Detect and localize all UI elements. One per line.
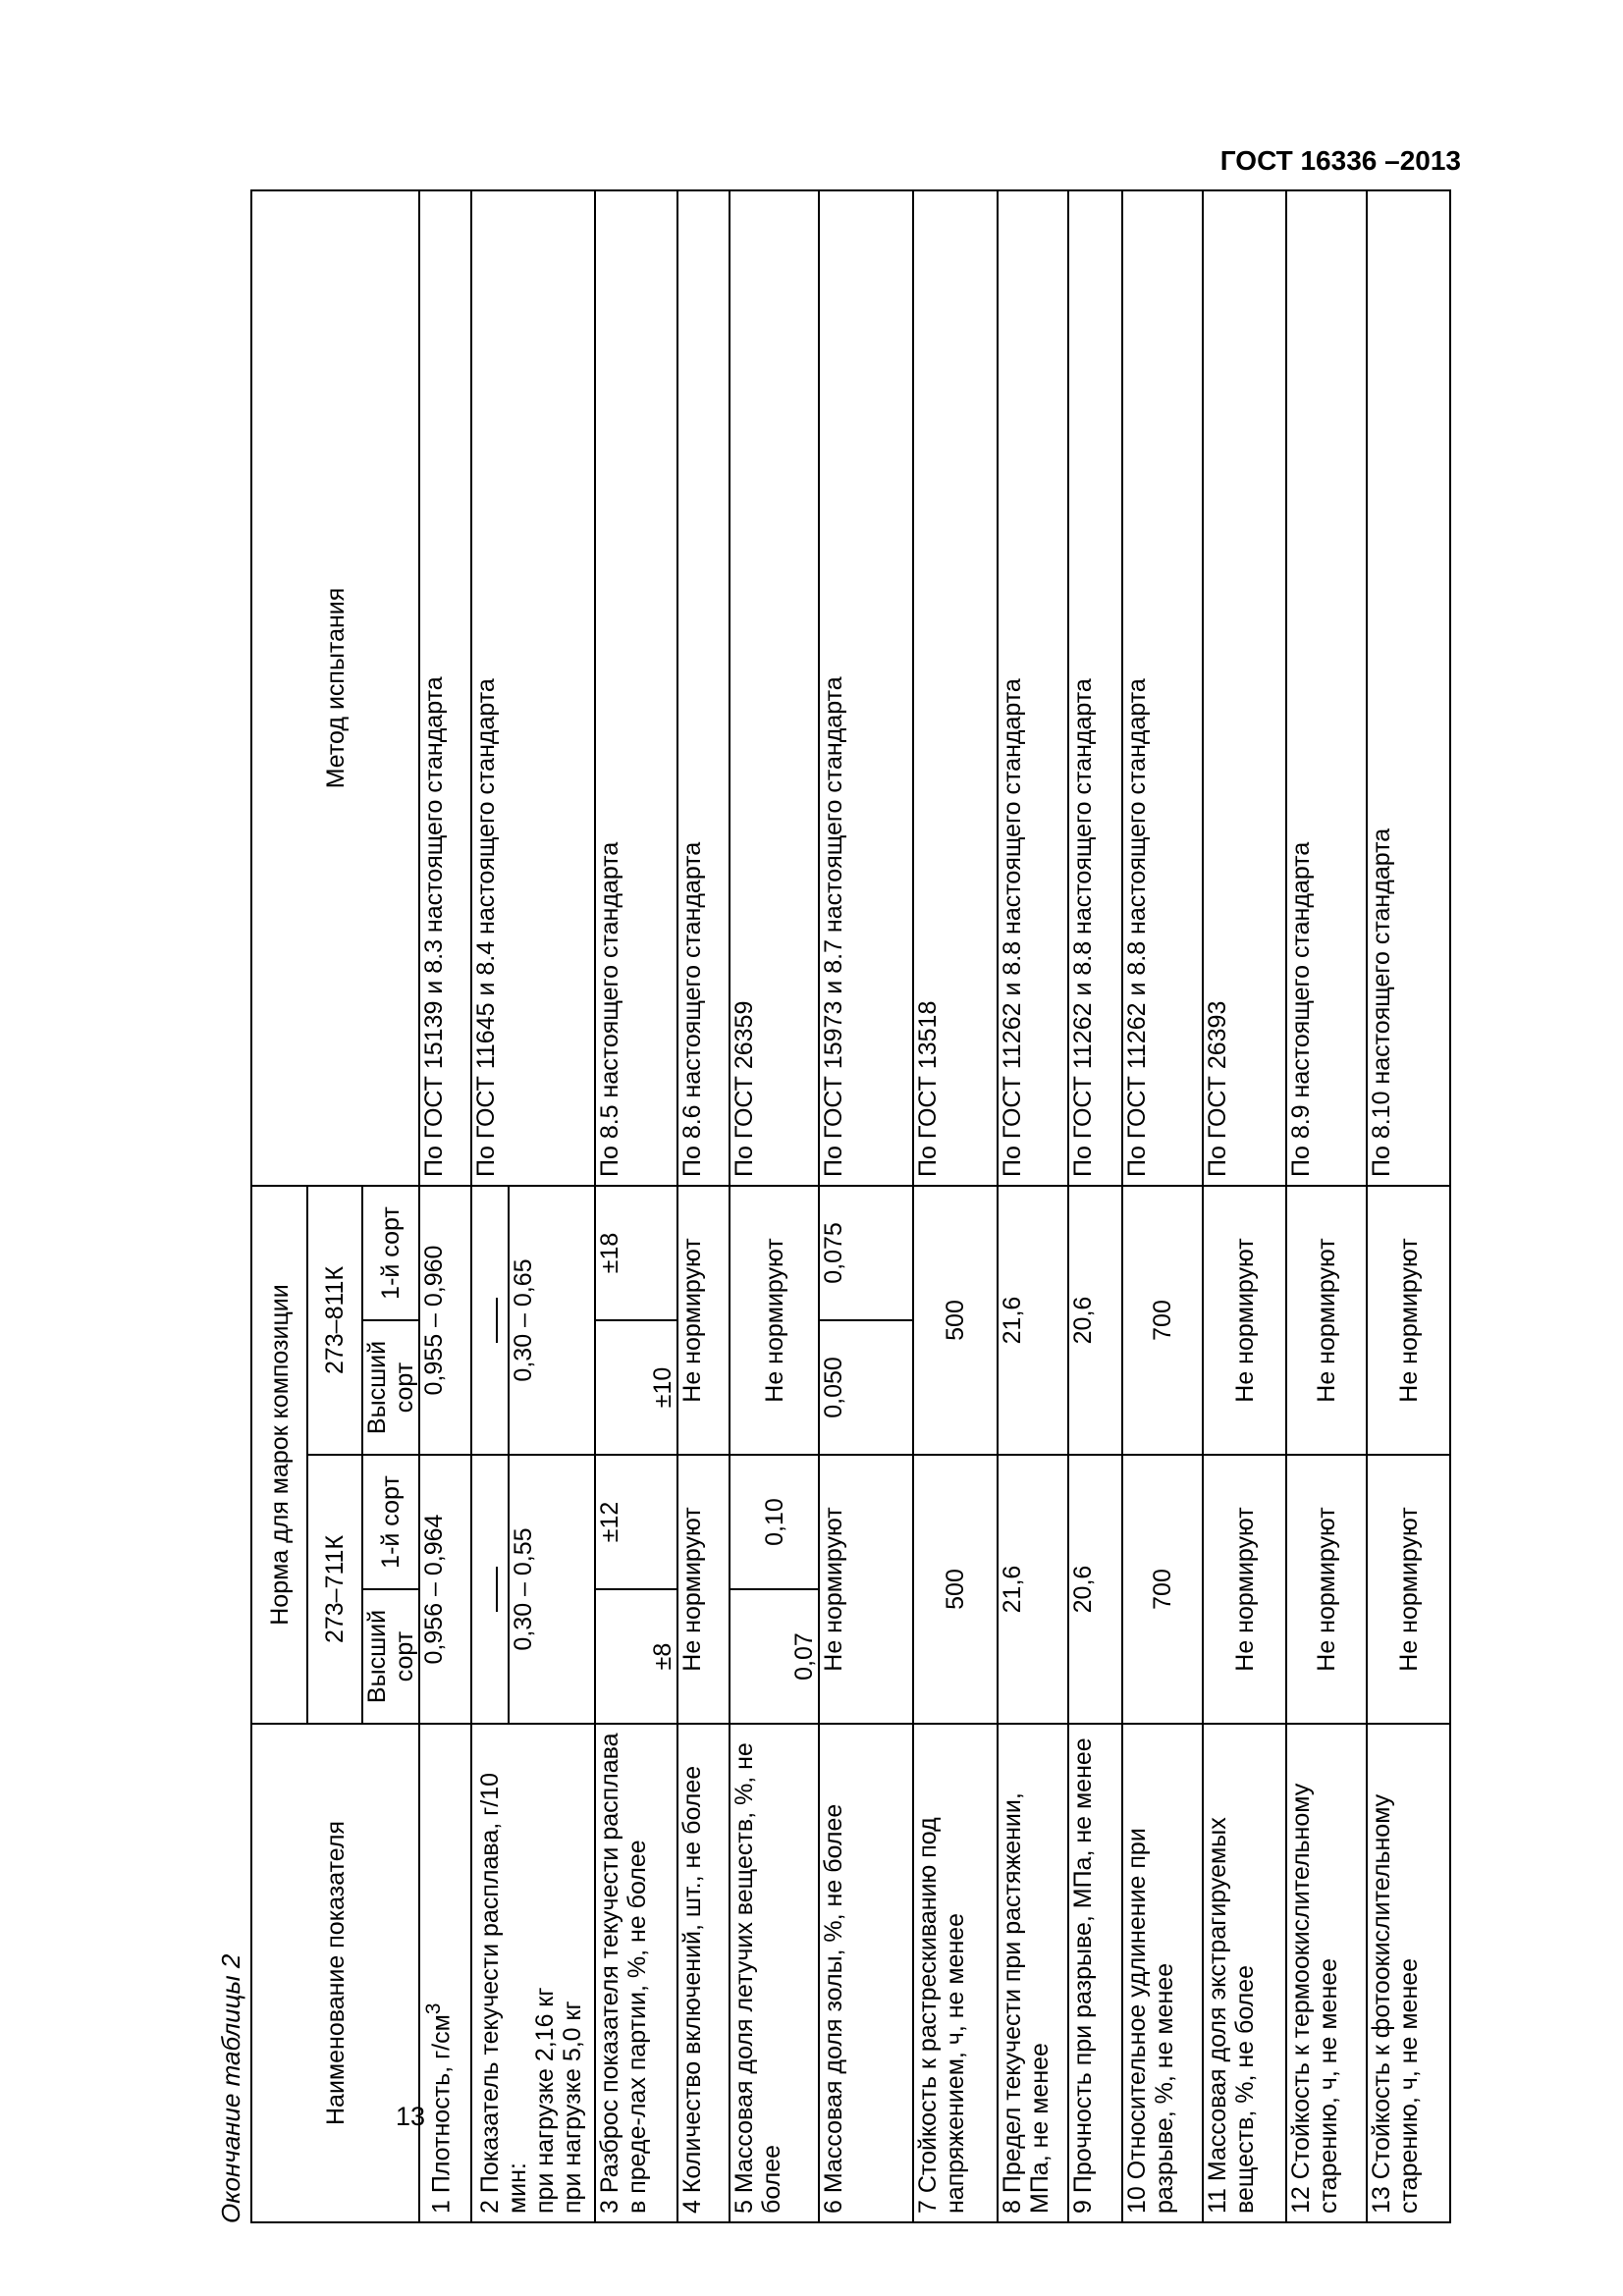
method-cell: По ГОСТ 11262 и 8.8 настоящего стандарта (1068, 190, 1122, 1186)
header-norm: Норма для марок композиции (251, 1186, 307, 1724)
dash-mark (471, 1455, 509, 1724)
row-name: 6 Массовая доля золы, %, не более (819, 1724, 913, 2222)
value-cell: 0,10 (730, 1455, 819, 1589)
header-sort: 1-й сорт (362, 1455, 419, 1589)
row-name: 5 Массовая доля летучих веществ, %, не более (730, 1724, 819, 2222)
table-row (1367, 190, 1450, 2222)
value-cell: Не нормируют (1203, 1455, 1286, 1724)
value-cell: 700 (1122, 1186, 1203, 1455)
row-name: 11 Массовая доля экстрагируемых веществ, %, не более (1203, 1724, 1286, 2222)
table-row (1122, 190, 1203, 2222)
row-name: 7 Стойкость к растрескиванию под напряжением, ч, не менее (913, 1724, 998, 2222)
value-cell: Не нормируют (819, 1455, 913, 1724)
header-grade-811: 273–811К (307, 1186, 362, 1455)
value-cell: Не нормируют (1286, 1455, 1367, 1724)
value-cell: 500 (913, 1186, 998, 1455)
value-cell: ±18 (595, 1186, 677, 1320)
table-row (677, 190, 730, 2222)
value-cell: Не нормируют (1203, 1186, 1286, 1455)
document-header: ГОСТ 16336 –2013 (1219, 145, 1461, 176)
table-row (730, 190, 819, 2222)
value-cell: ±10 (595, 1320, 677, 1455)
table-row (998, 190, 1068, 2222)
row-name: 3 Разброс показателя текучести расплава в преде-лах партии, %, не более (595, 1724, 677, 2222)
row-name: 10 Относительное удлинение при разрыве, %, не менее (1122, 1724, 1203, 2222)
value-cell: Не нормируют (677, 1455, 730, 1724)
table-row (913, 190, 998, 2222)
row-name: 4 Количество включений, шт., не более (677, 1724, 730, 2222)
row-name: 1 Плотность, $г/см^3$ (419, 1724, 471, 2222)
table-row (819, 190, 913, 2222)
value-cell: 0,050 (819, 1320, 913, 1455)
table-row (1203, 190, 1286, 2222)
table-row (419, 190, 471, 2222)
value-cell: 21,6 (998, 1186, 1068, 1455)
header-grade-711: 273–711К (307, 1455, 362, 1724)
row-name: 8 Предел текучести при растяжении, МПа, не менее (998, 1724, 1068, 2222)
table-row (1068, 190, 1122, 2222)
value-cell: 21,6 (998, 1455, 1068, 1724)
value-cell: Не нормируют (1286, 1186, 1367, 1455)
value-cell: ±12 (595, 1455, 677, 1589)
method-cell: По 8.6 настоящего стандарта (677, 190, 730, 1186)
value-cell: 20,6 (1068, 1186, 1122, 1455)
table-caption: Окончание таблицы 2 (216, 1953, 245, 2223)
value-cell: ±8 (595, 1589, 677, 1724)
row-name: 9 Прочность при разрыве, МПа, не менее (1068, 1724, 1122, 2222)
value-cell: 0,956 – 0,964 (419, 1455, 471, 1724)
rotated-content (211, 191, 1423, 2251)
table-row (1286, 190, 1367, 2222)
value-cell: Не нормируют (1367, 1455, 1450, 1724)
method-cell: По 8.10 настоящего стандарта (1367, 190, 1450, 1186)
method-cell: По ГОСТ 11262 и 8.8 настоящего стандарта (1122, 190, 1203, 1186)
method-cell: По 8.9 настоящего стандарта (1286, 190, 1367, 1186)
method-cell: По ГОСТ 11262 и 8.8 настоящего стандарта (998, 190, 1068, 1186)
row-name: 13 Стойкость к фотоокислительному старению, ч, не менее (1367, 1724, 1450, 2222)
rotated-page-area (211, 191, 1423, 2251)
value-cell: 700 (1122, 1455, 1203, 1724)
table-row (471, 190, 509, 2222)
value-cell: 0,075 (819, 1186, 913, 1320)
page-number: 13 (396, 2102, 426, 2131)
header-sort: Высший сорт (362, 1320, 419, 1455)
method-cell: По ГОСТ 13518 (913, 190, 998, 1186)
value-cell: 20,6 (1068, 1455, 1122, 1724)
value-cell: 0,955 – 0,960 (419, 1186, 471, 1455)
method-cell: По ГОСТ 11645 и 8.4 настоящего стандарта (471, 190, 595, 1186)
value-cell: 0,30 – 0,65 (509, 1186, 595, 1455)
value-cell: 0,30 – 0,55 (509, 1455, 595, 1724)
method-cell: По ГОСТ 15139 и 8.3 настоящего стандарта (419, 190, 471, 1186)
method-cell: По ГОСТ 26393 (1203, 190, 1286, 1186)
value-cell: 0,07 (730, 1589, 819, 1724)
method-cell: По ГОСТ 26359 (730, 190, 819, 1186)
header-method: Метод испытания (251, 190, 419, 1186)
row-name: 12 Стойкость к термоокислительному старению, ч, не менее (1286, 1724, 1367, 2222)
dash-mark (471, 1186, 509, 1455)
table-row (595, 190, 677, 2222)
method-cell: По 8.5 настоящего стандарта (595, 190, 677, 1186)
specification-table (250, 189, 1451, 2223)
header-sort: Высший сорт (362, 1589, 419, 1724)
value-cell: Не нормируют (1367, 1186, 1450, 1455)
method-cell: По ГОСТ 15973 и 8.7 настоящего стандарта (819, 190, 913, 1186)
header-row-1 (251, 190, 307, 2222)
row-name: 2 Показатель текучести расплава, г/10 мин: при нагрузке 2,16 кг при нагрузке 5,0 кг (471, 1724, 595, 2222)
value-cell: 500 (913, 1455, 998, 1724)
value-cell: Не нормируют (677, 1186, 730, 1455)
header-name: Наименование показателя (251, 1724, 419, 2222)
header-sort: 1-й сорт (362, 1186, 419, 1320)
value-cell: Не нормируют (730, 1186, 819, 1455)
